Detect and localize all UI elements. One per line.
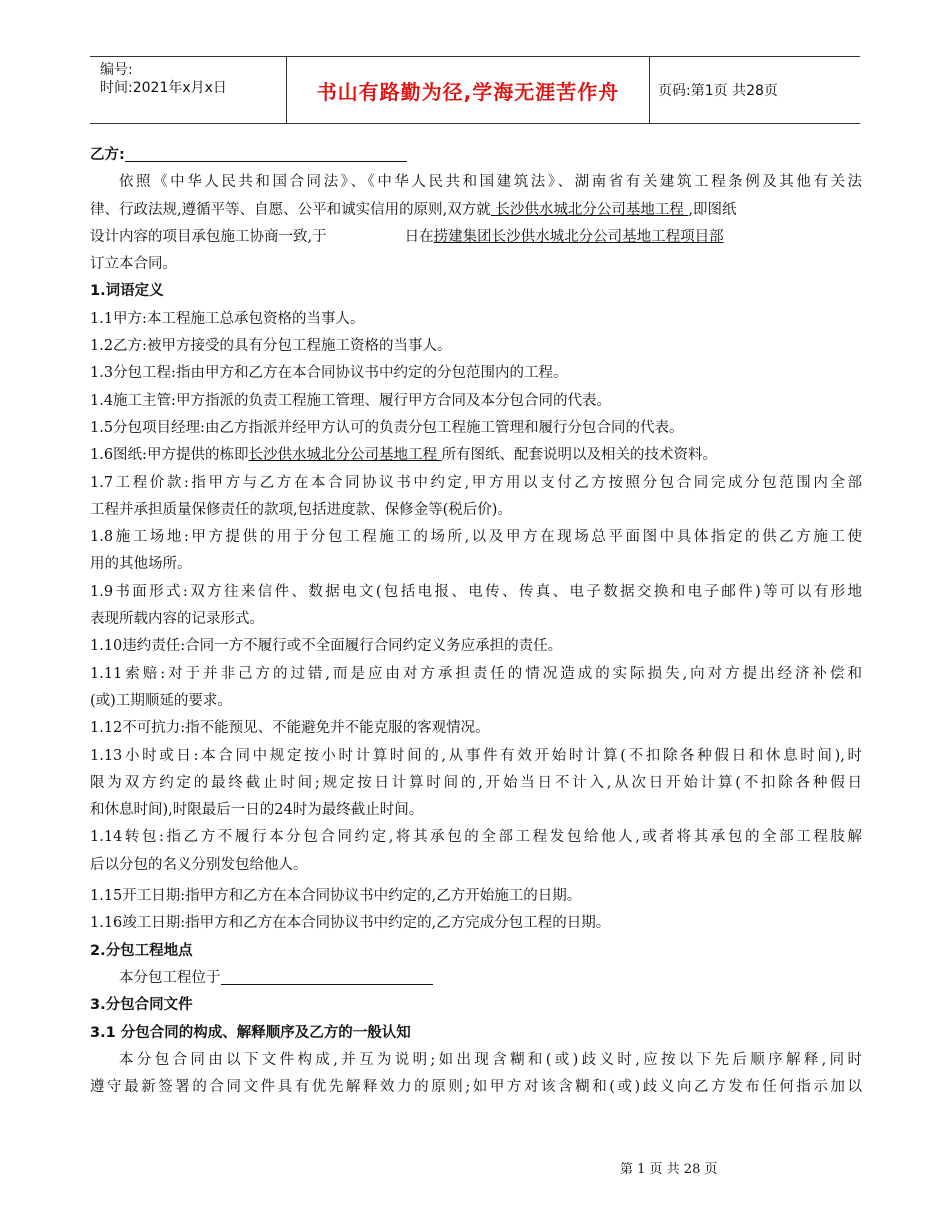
definition-item-1-8: 1.8施工场地:甲方提供的用于分包工程施工的场所,以及甲方在现场总平面图中具体指定的供乙方施工使 (90, 529, 862, 546)
definition-item-1-14-cont: 后以分包的名义分别发包给他人。 (90, 856, 308, 873)
definition-item-1-16: 1.16竣工日期:指甲方和乙方在本合同协议书中约定的,乙方完成分包工程的日期。 (90, 915, 611, 932)
intro-line-3 (90, 224, 862, 251)
header-table (90, 56, 860, 124)
page-info: 页码:第1页 共28页 (658, 83, 778, 99)
time-label: 时间:2021年x月x日 (100, 80, 227, 96)
signing-place: 捞建集团长沙供水城北分公司基地工程项目部 (433, 228, 724, 245)
intro-line-2 (90, 197, 862, 224)
definition-item-1-7: 1.7工程价款:指甲方与乙方在本合同协议书中约定,甲方用以支付乙方按照分包合同完成分包范围内全部 (90, 474, 862, 491)
definition-item: 1.1甲方:本工程施工总承包资格的当事人。 (90, 310, 365, 327)
definition-item-1-11-cont: (或)工期顺延的要求。 (90, 692, 232, 709)
header-meta (100, 61, 290, 97)
header-motto-cell (286, 57, 650, 123)
definition-item: 1.5分包项目经理:由乙方指派并经甲方认可的负责分包工程施工管理和履行分包合同的代表。 (90, 419, 684, 436)
document-body (90, 142, 862, 1101)
section-3-title: 3.分包合同文件 (90, 997, 193, 1014)
number-label: 编号: (100, 62, 133, 78)
footer-page-number: 第 1 页 共 28 页 (620, 1162, 718, 1177)
project-name: 长沙供水城北分公司基地工程 (490, 201, 689, 218)
definition-item-1-15: 1.15开工日期:指甲方和乙方在本合同协议书中约定的,乙方开始施工的日期。 (90, 888, 582, 905)
party-b-line (90, 142, 862, 169)
item-text: 1.6图纸:甲方提供的栋即 (90, 447, 249, 464)
section-3-1-para-cont: 遵守最新签署的合同文件具有优先解释效力的原则;如甲方对该含糊和(或)歧义向乙方发布任何指示加以 (90, 1079, 862, 1096)
project-name: 长沙供水城北分公司基地工程 (248, 447, 442, 464)
section-3-1-para: 本分包合同由以下文件构成,并互为说明;如出现含糊和(或)歧义时,应按以下先后顺序解释,同时 (119, 1051, 862, 1068)
section-1-title: 1.词语定义 (90, 283, 164, 300)
definition-item: 1.2乙方:被甲方接受的具有分包工程施工资格的当事人。 (90, 338, 452, 355)
party-b-blank (125, 145, 407, 162)
definition-item-1-9: 1.9书面形式:双方往来信件、数据电文(包括电报、电传、传真、电子数据交换和电子邮件)等可以有形地 (90, 583, 862, 600)
section-2-text (90, 965, 862, 992)
intro-text: 设计内容的项目承包施工协商一致,于 (90, 228, 327, 245)
definition-item: 1.3分包工程:指由甲方和乙方在本合同协议书中约定的分包范围内的工程。 (90, 365, 568, 382)
section-2-title: 2.分包工程地点 (90, 942, 193, 959)
party-b-label: 乙方: (90, 147, 125, 163)
motto: 书山有路勤为径,学海无涯苦作舟 (316, 79, 620, 104)
definition-item-1-8-cont: 用的其他场所。 (90, 556, 192, 573)
definition-item-1-11: 1.11索赔:对于并非己方的过错,而是应由对方承担责任的情况造成的实际损失,向对方提出经济补偿和 (90, 665, 862, 682)
section-3-1-title: 3.1 分包合同的构成、解释顺序及乙方的一般认知 (90, 1024, 411, 1041)
intro-text: ,即图纸 (688, 201, 737, 218)
item-text: 所有图纸、配套说明以及相关的技术资料。 (441, 447, 718, 464)
location-label: 本分包工程位于 (119, 969, 221, 986)
definition-item-1-6 (90, 442, 862, 469)
intro-text: 律、行政法规,遵循平等、自愿、公平和诚实信用的原则,双方就 (90, 201, 491, 218)
definition-item-1-13-cont: 限为双方约定的最终截止时间;规定按日计算时间的,开始当日不计入,从次日开始计算(不扣除各种假日 (90, 774, 862, 791)
definition-item: 1.4施工主管:甲方指派的负责工程施工管理、履行甲方合同及本分包合同的代表。 (90, 392, 611, 409)
definition-item-1-12: 1.12不可抗力:指不能预见、不能避免并不能克服的客观情况。 (90, 720, 490, 737)
definition-item-1-9-cont: 表现所载内容的记录形式。 (90, 611, 264, 628)
intro-line-4: 订立本合同。 (90, 256, 177, 273)
location-blank (221, 968, 433, 985)
definition-item-1-14: 1.14转包:指乙方不履行本分包合同约定,将其承包的全部工程发包给他人,或者将其承包的全部工程肢解 (90, 829, 862, 846)
definition-item-1-13-cont2: 和休息时间),时限最后一日的24时为最终截止时间。 (90, 802, 424, 819)
definition-item-1-10: 1.10违约责任:合同一方不履行或不全面履行合同约定义务应承担的责任。 (90, 638, 563, 655)
definition-item-1-13: 1.13小时或日:本合同中规定按小时计算时间的,从事件有效开始时计算(不扣除各种假日和休息时间),时 (90, 747, 862, 764)
intro-text: 日在 (404, 228, 434, 245)
definition-item-1-7-cont: 工程并承担质量保修责任的款项,包括进度款、保修金等(税后价)。 (90, 501, 512, 518)
intro-line-1: 依照《中华人民共和国合同法》、《中华人民共和国建筑法》、湖南省有关建筑工程条例及其他有关法 (119, 174, 862, 191)
